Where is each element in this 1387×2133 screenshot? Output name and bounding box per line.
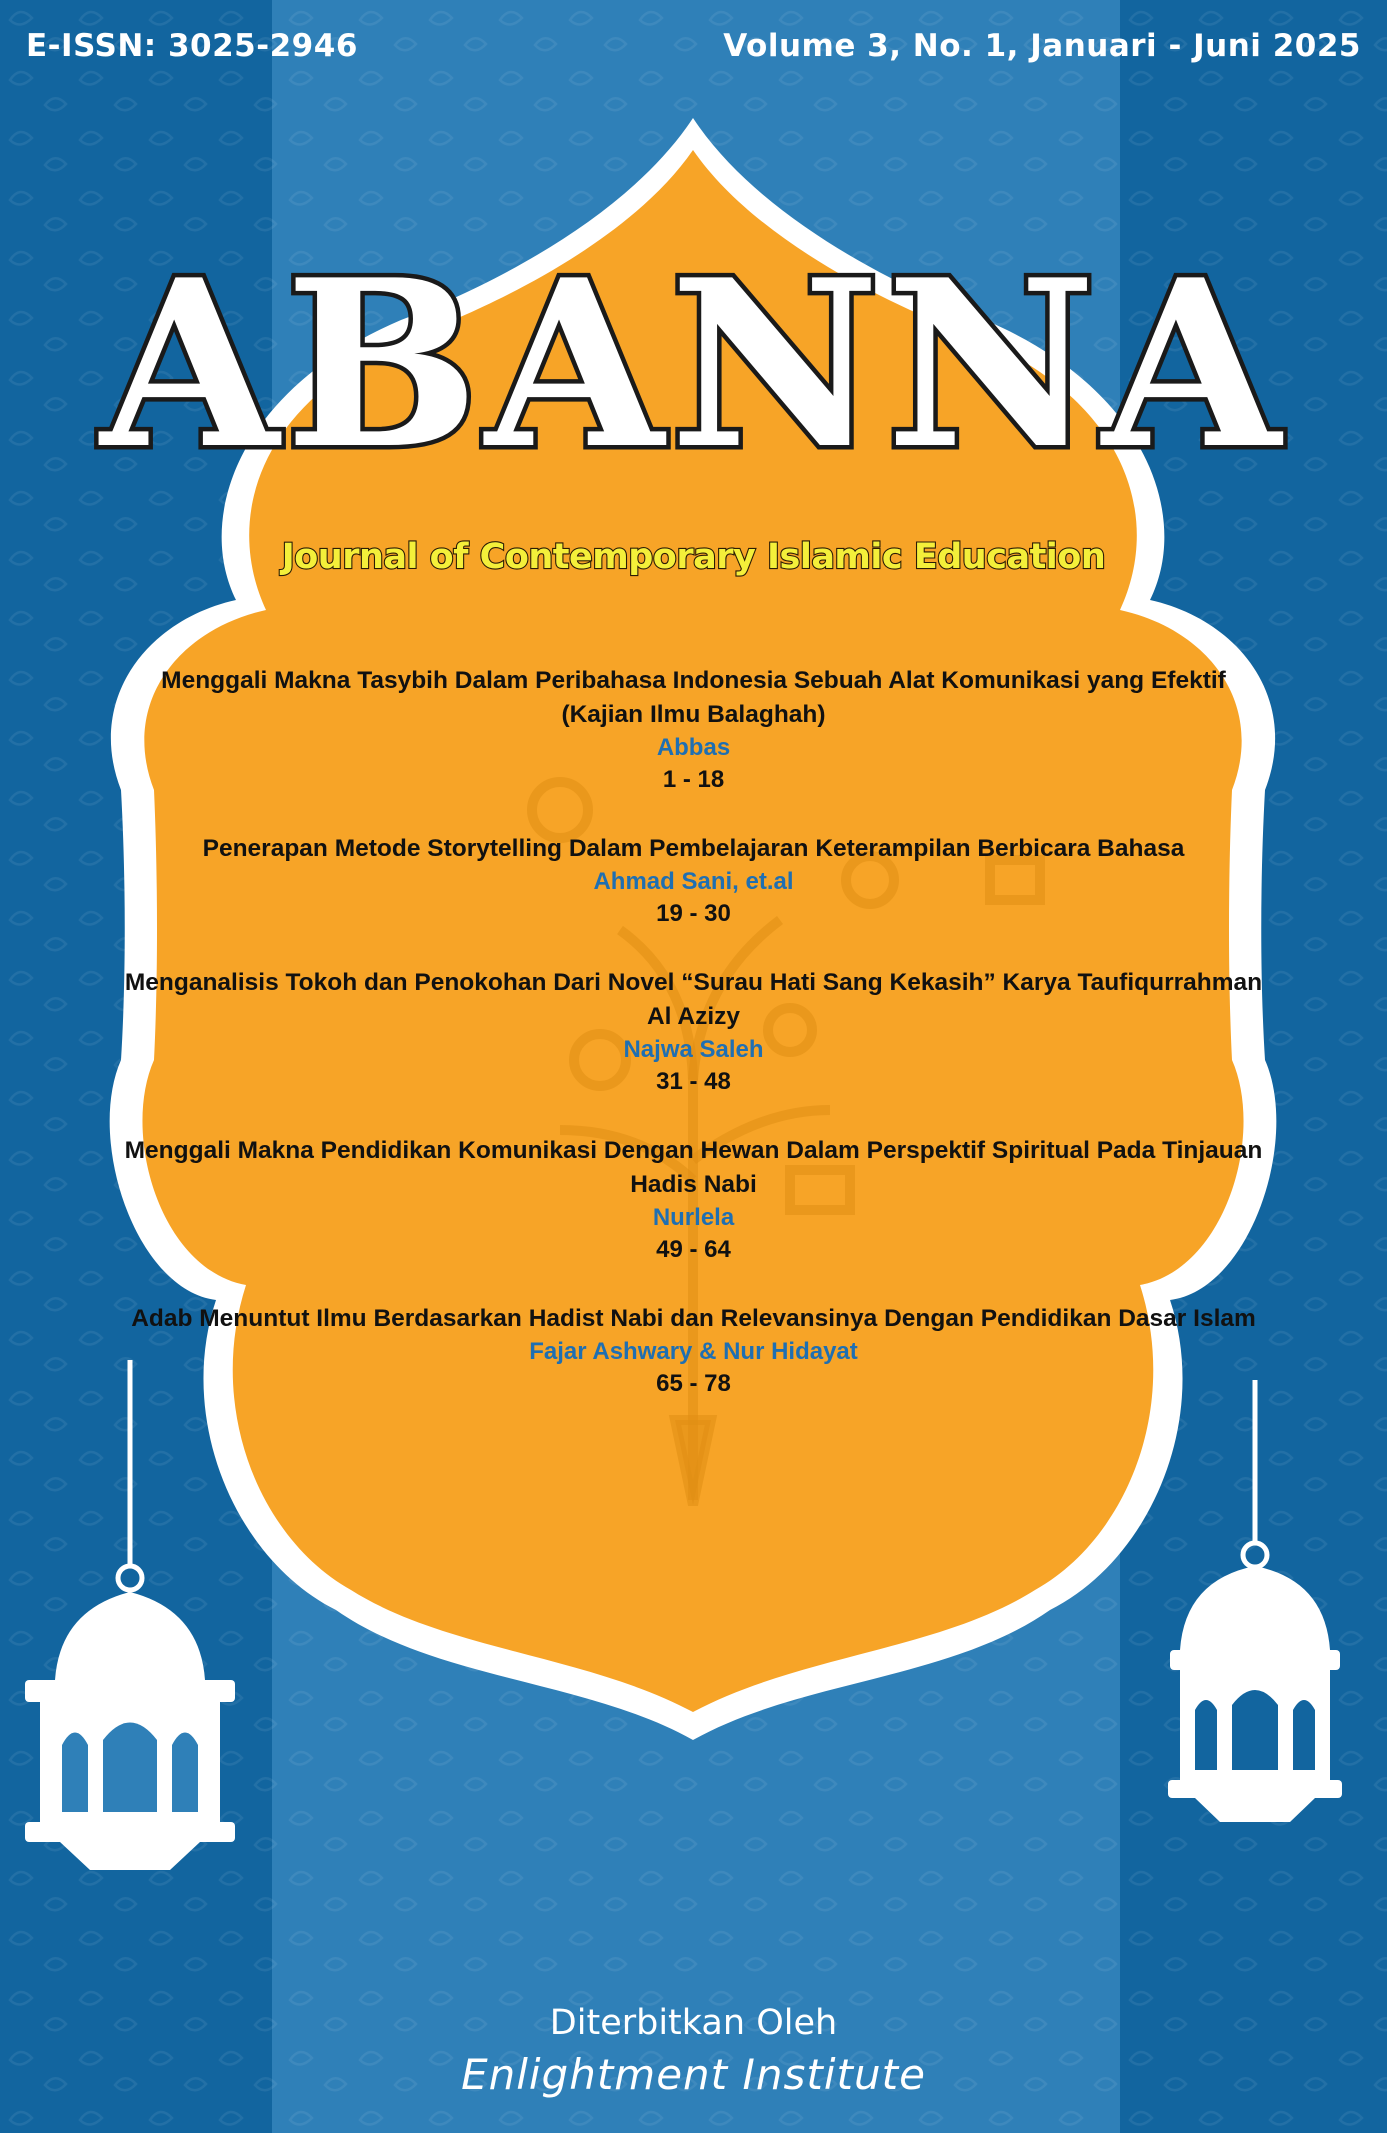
article-pages: 19 - 30 bbox=[656, 900, 731, 927]
article-author: Nurlela bbox=[652, 1204, 735, 1231]
article-pages: 31 - 48 bbox=[656, 1068, 731, 1095]
article-title: Menggali Makna Pendidikan Komunikasi Dengan Hewan Dalam Perspektif Spiritual Pada Tinjauan Hadis Nabi bbox=[124, 1137, 1263, 1198]
article-title: Menganalisis Tokoh dan Penokohan Dari Novel “Surau Hati Sang Kekasih” Karya Taufiqurrahman Al Azizy bbox=[124, 969, 1263, 1030]
article-author: Ahmad Sani, et.al bbox=[593, 868, 794, 895]
journal-subtitle: Journal of Contemporary Islamic Education bbox=[281, 537, 1106, 577]
article-pages: 1 - 18 bbox=[662, 766, 725, 793]
article-author: Abbas bbox=[656, 734, 731, 761]
published-by-label: Diterbitkan Oleh bbox=[549, 2003, 838, 2043]
article-author: Fajar Ashwary & Nur Hidayat bbox=[529, 1338, 858, 1365]
volume-label: Volume 3, No. 1, Januari - Juni 2025 bbox=[723, 28, 1361, 64]
table-of-contents bbox=[100, 664, 1287, 1436]
article-title: Adab Menuntut Ilmu Berdasarkan Hadist Nabi dan Relevansinya Dengan Pendidikan Dasar Islam bbox=[131, 1305, 1256, 1332]
issn-label: E-ISSN: 3025-2946 bbox=[26, 28, 358, 64]
publisher-name: Enlightment Institute bbox=[461, 2050, 926, 2099]
article-item bbox=[100, 966, 1287, 1098]
article-title: Menggali Makna Tasybih Dalam Peribahasa Indonesia Sebuah Alat Komunikasi yang Efektif (Kajian Ilmu Balaghah) bbox=[161, 667, 1226, 728]
article-item bbox=[100, 1134, 1287, 1266]
article-pages: 49 - 64 bbox=[656, 1236, 731, 1263]
article-author: Najwa Saleh bbox=[623, 1036, 764, 1063]
article-item bbox=[100, 1302, 1287, 1400]
article-pages: 65 - 78 bbox=[656, 1370, 731, 1397]
article-item bbox=[100, 664, 1287, 796]
article-item bbox=[100, 832, 1287, 930]
article-title: Penerapan Metode Storytelling Dalam Pembelajaran Keterampilan Berbicara Bahasa bbox=[202, 835, 1185, 862]
journal-title: ABANNA bbox=[100, 230, 1287, 500]
